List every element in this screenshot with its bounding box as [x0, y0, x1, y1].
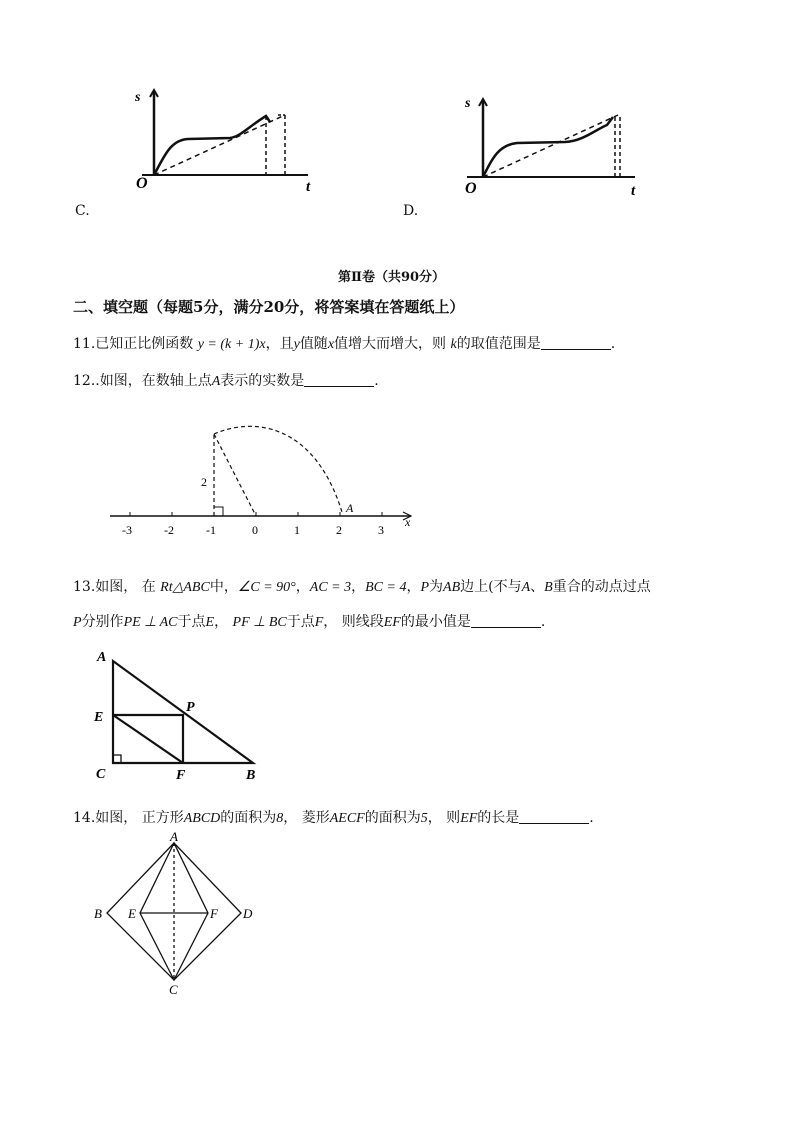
label-f: F: [210, 906, 218, 921]
option-d-label: D.: [403, 203, 419, 219]
segment-ef: [113, 715, 183, 763]
q14-number: 14.: [73, 810, 96, 826]
graph-c-x-label: t: [306, 179, 311, 195]
right-angle-c: [113, 755, 121, 763]
tick-label-3: 3: [378, 523, 384, 537]
tick-label-0: 0: [252, 523, 258, 537]
part2-title: 第Ⅱ卷（共90分）: [338, 270, 446, 285]
compass-arc: [214, 426, 342, 512]
right-angle-mark: [214, 507, 223, 516]
q13-number: 13.: [73, 579, 96, 595]
tick-label-neg2: -2: [164, 523, 174, 537]
q14-answer-blank[interactable]: [519, 809, 589, 824]
section-heading: 二、填空题（每题5分，满分20分，将答案填在答题纸上）: [73, 298, 465, 316]
tick-label-neg1: -1: [206, 523, 216, 537]
tick-label-1: 1: [294, 523, 300, 537]
graph-d-dashed-line: [483, 115, 618, 177]
question-13-line1: 13.如图， 在 Rt△ABC中，∠C = 90°，AC = 3，BC = 4，P为AB边上(不与A、B重合的动点过点: [73, 579, 651, 595]
graph-option-d: [455, 95, 645, 200]
label-c: C: [96, 767, 106, 782]
q12-answer-blank[interactable]: [304, 372, 374, 387]
label-e: E: [94, 710, 104, 725]
label-b: B: [94, 906, 102, 921]
option-c-label: C.: [75, 203, 90, 219]
label-a: A: [97, 650, 107, 665]
graph-d-y-label: s: [465, 96, 471, 111]
label-p: P: [186, 700, 195, 715]
hypotenuse-segment: [214, 434, 256, 516]
q11-answer-blank[interactable]: [541, 335, 611, 350]
question-13-line2: P分别作PE ⊥ AC于点E， PF ⊥ BC于点F， 则线段EF的最小值是 .: [73, 614, 546, 630]
label-f: F: [176, 768, 186, 783]
question-14: 14.如图， 正方形ABCD的面积为8， 菱形AECF的面积为5， 则EF的长是 .: [73, 810, 594, 826]
graph-c-y-label: s: [135, 90, 141, 105]
graph-d-x-label: t: [631, 183, 636, 199]
number-line-axis-label: x: [405, 515, 411, 529]
label-c: C: [169, 982, 178, 997]
graph-option-c: [130, 85, 320, 200]
question-11: 11.已知正比例函数 y = (k + 1)x，且y值随x值增大而增大，则 k的取值范围是 .: [73, 336, 616, 352]
square-rhombus-figure: [90, 828, 270, 998]
tick-label-2: 2: [336, 523, 342, 537]
label-e: E: [128, 906, 136, 921]
question-12: 12..如图，在数轴上点A表示的实数是 .: [73, 373, 379, 389]
height-label: 2: [201, 475, 207, 489]
label-b: B: [246, 768, 256, 783]
q13-answer-blank[interactable]: [471, 613, 541, 628]
point-a-label: A: [346, 501, 354, 515]
graph-d-origin-label: O: [465, 180, 477, 197]
label-a: A: [170, 829, 178, 844]
graph-c-origin-label: O: [136, 175, 148, 192]
label-d: D: [243, 906, 253, 921]
triangle-figure: [88, 645, 268, 785]
tick-label-neg3: -3: [122, 523, 132, 537]
number-line-figure: [105, 420, 425, 540]
q12-number: 12..: [73, 373, 100, 389]
q11-formula: y = (k + 1)x: [197, 337, 266, 352]
graph-c-curve: [154, 116, 270, 175]
q11-number: 11.: [73, 336, 96, 352]
